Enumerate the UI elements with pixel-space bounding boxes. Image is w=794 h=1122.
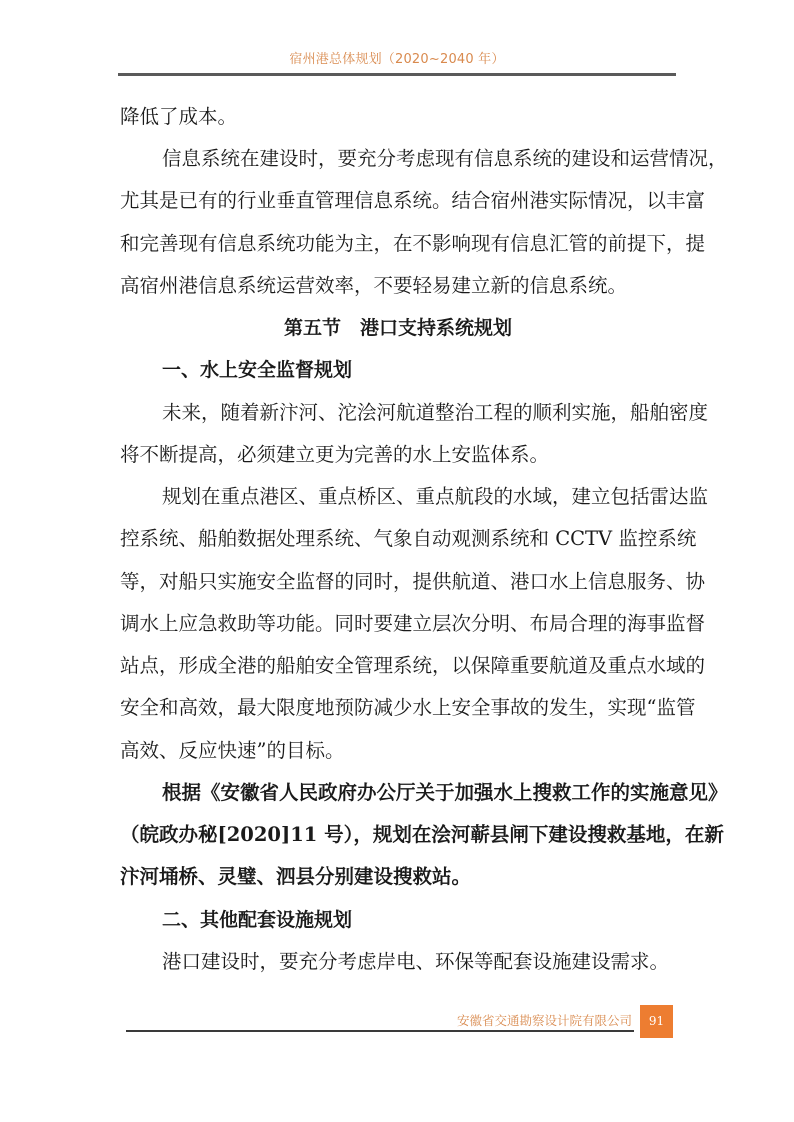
bold-paragraph-line: （皖政办秘[2020]11 号），规划在浍河蕲县闸下建设搜救基地，在新: [120, 823, 724, 847]
paragraph-line: 调水上应急救助等功能。同时要建立层次分明、布局合理的海事监督: [120, 611, 706, 635]
paragraph-line: 信息系统在建设时，要充分考虑现有信息系统的建设和运营情况，: [162, 147, 728, 171]
paragraph-line: 安全和高效，最大限度地预防减少水上安全事故的发生，实现“监管: [120, 696, 696, 720]
paragraph-line: 等，对船只实施安全监督的同时，提供航道、港口水上信息服务、协: [120, 569, 706, 593]
header-rule: [118, 73, 676, 76]
paragraph-line: 未来，随着新汴河、沱浍河航道整治工程的顺利实施，船舶密度: [162, 400, 709, 424]
paragraph-line: 高宿州港信息系统运营效率，不要轻易建立新的信息系统。: [120, 273, 628, 297]
paragraph-line: 尤其是已有的行业垂直管理信息系统。结合宿州港实际情况，以丰富: [120, 189, 706, 213]
paragraph-line: 降低了成本。: [120, 104, 238, 128]
page-body: [120, 96, 728, 983]
bold-paragraph-line: 汴河埇桥、灵璧、泗县分别建设搜救站。: [120, 865, 472, 889]
running-header-title: 宿州港总体规划（2020~2040 年）: [289, 52, 505, 67]
subsection-heading: 一、水上安全监督规划: [162, 359, 353, 382]
footer-rule: [126, 1030, 634, 1032]
paragraph-line: 控系统、船舶数据处理系统、气象自动观测系统和 CCTV 监控系统: [120, 527, 697, 551]
section-title: 第五节 港口支持系统规划: [283, 317, 512, 340]
bold-paragraph-line: 根据《安徽省人民政府办公厅关于加强水上搜救工作的实施意见》: [162, 780, 728, 804]
footer-company-name: 安徽省交通勘察设计院有限公司: [456, 1013, 632, 1028]
paragraph-line: 和完善现有信息系统功能为主，在不影响现有信息汇管的前提下，提: [120, 231, 706, 255]
paragraph-line: 高效、反应快速”的目标。: [120, 738, 345, 762]
paragraph-line: 港口建设时，要充分考虑岸电、环保等配套设施建设需求。: [162, 949, 670, 973]
subsection-heading: 二、其他配套设施规划: [162, 908, 353, 931]
paragraph-line: 将不断提高，必须建立更为完善的水上安监体系。: [120, 442, 550, 466]
paragraph-line: 规划在重点港区、重点桥区、重点航段的水域，建立包括雷达监: [162, 485, 709, 509]
paragraph-line: 站点，形成全港的船舶安全管理系统，以保障重要航道及重点水域的: [120, 654, 706, 678]
page-number: 91: [640, 1005, 673, 1038]
